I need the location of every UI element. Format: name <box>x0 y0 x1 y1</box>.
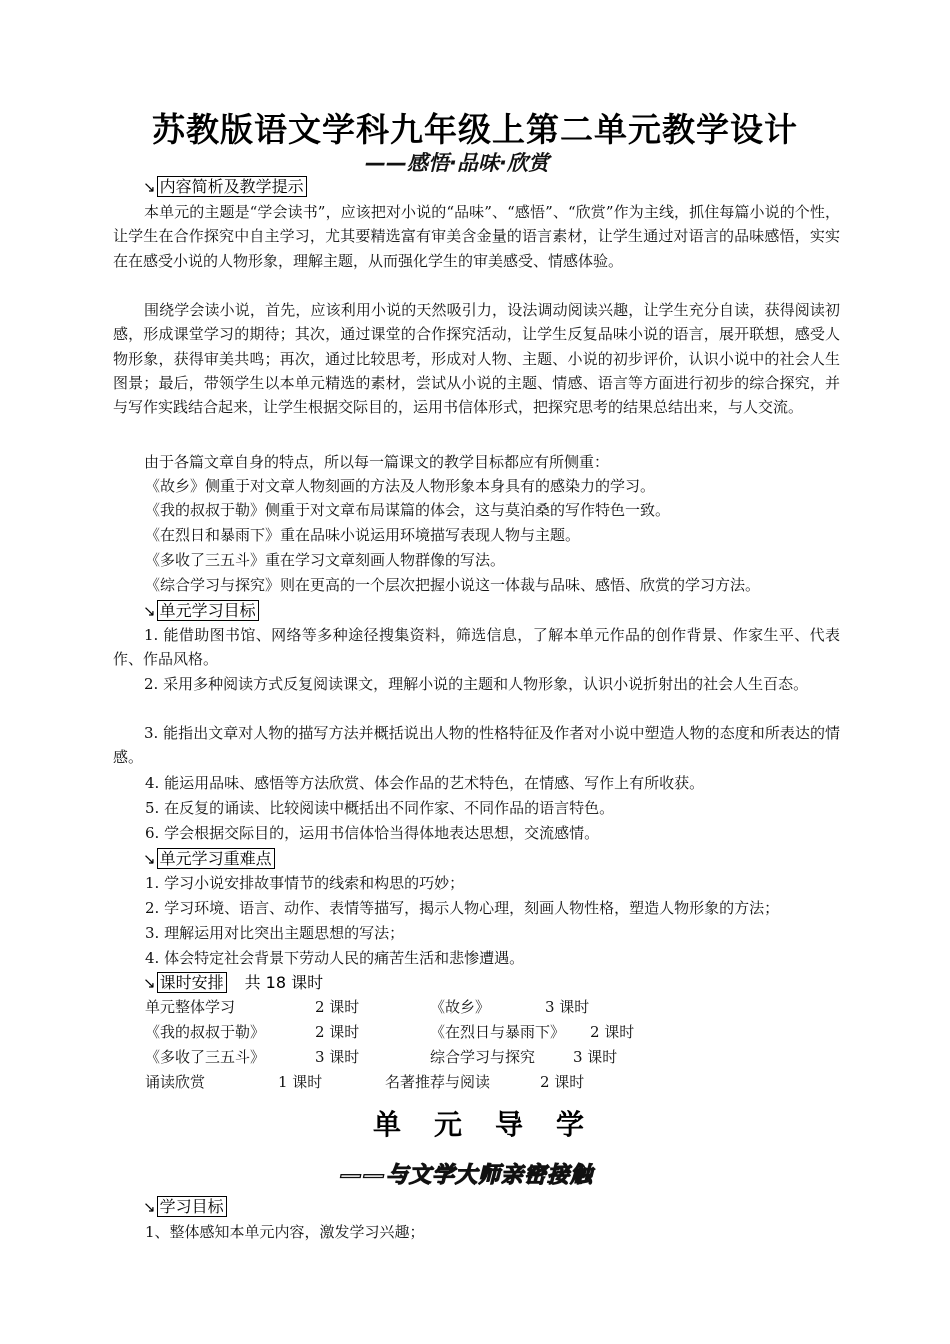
goal-item: 5. 在反复的诵读、比较阅读中概括出不同作家、不同作品的语言特色。 <box>145 799 615 817</box>
paragraph: 由于各篇文章自身的特点，所以每一篇课文的教学目标都应有所侧重： <box>144 453 610 471</box>
arrow-icon: ↘ <box>143 178 156 196</box>
schedule-name: 综合学习与探究 <box>430 1048 536 1066</box>
schedule-hours: 3 课时 <box>545 998 590 1016</box>
section-heading-label: 学习目标 <box>157 1196 227 1217</box>
schedule-hours: 3 课时 <box>573 1048 618 1066</box>
goal-item: 1. 能借助图书馆、网络等多种途径搜集资料，筛选信息，了解本单元作品的创作背景、作家生平、代表作、作品风格。 <box>113 626 840 669</box>
schedule-hours: 3 课时 <box>315 1048 360 1066</box>
unit-guide-subtitle: ——与文学大师亲密接触 <box>340 1163 594 1188</box>
goal-item: 3. 能指出文章对人物的描写方法并概括说出人物的性格特征及作者对小说中塑造人物的态度和所表达的情感。 <box>113 724 840 767</box>
schedule-name: 《故乡》 <box>430 998 491 1016</box>
focus-line: 《故乡》侧重于对文章人物刻画的方法及人物形象本身具有的感染力的学习。 <box>145 477 656 495</box>
arrow-icon: ↘ <box>143 974 156 992</box>
unit-guide-title: 单元导学 <box>373 1108 618 1141</box>
schedule-name: 名著推荐与阅读 <box>385 1073 491 1091</box>
schedule-total: 共 18 课时 <box>244 973 324 992</box>
schedule-hours: 2 课时 <box>315 1023 360 1041</box>
schedule-hours: 2 课时 <box>590 1023 635 1041</box>
schedule-hours: 2 课时 <box>540 1073 585 1091</box>
document-subtitle: ——感悟·品味·欣赏 <box>365 151 549 175</box>
section-heading-label: 单元学习重难点 <box>157 848 275 869</box>
schedule-name: 《多收了三五斗》 <box>145 1048 266 1066</box>
arrow-icon: ↘ <box>143 602 156 620</box>
paragraph: 围绕学会读小说，首先，应该利用小说的天然吸引力，设法调动阅读兴趣，让学生充分自读，获得阅读初感，形成课堂学习的期待；其次，通过课堂的合作探究活动，让学生反复品味小说的语言，展开联想，感受人物形象，获得审美共鸣；再次，通过比较思考，形成对人物、主题、小说的初步评价，认识小说中的社会人生图景；最后，带领学生以本单元精选的素材，尝试从小说的主题、情感、语言等方面进行初步的综合探究，并与写作实践结合起来，让学生根据交际目的，运用书信体形式，把探究思考的结果总结出来，与人交流。 <box>113 301 840 417</box>
key-item: 1. 学习小说安排故事情节的线索和构思的巧妙； <box>145 874 465 892</box>
goal-item: 4. 能运用品味、感悟等方法欣赏、体会作品的艺术特色，在情感、写作上有所收获。 <box>145 774 705 792</box>
key-item: 4. 体会特定社会背景下劳动人民的痛苦生活和悲惨遭遇。 <box>145 949 525 967</box>
paragraph: 本单元的主题是“学会读书”，应该把对小说的“品味”、“感悟”、“欣赏”作为主线，抓住每篇小说的个性，让学生在合作探究中自主学习，尤其要精选富有审美含金量的语言素材，让学生通过对语言的品味感悟，实实在在感受小说的人物形象，理解主题，从而强化学生的审美感受、情感体验。 <box>113 203 840 270</box>
arrow-icon: ↘ <box>143 850 156 868</box>
section-heading-study <box>143 1196 227 1218</box>
goal-item: 6. 学会根据交际目的，运用书信体恰当得体地表达思想，交流感情。 <box>145 824 600 842</box>
section-heading-label: 内容简析及教学提示 <box>157 176 307 197</box>
key-item: 2. 学习环境、语言、动作、表情等描写，揭示人物心理，刻画人物性格，塑造人物形象的方法； <box>145 899 780 917</box>
schedule-name: 《我的叔叔于勒》 <box>145 1023 266 1041</box>
schedule-name: 诵读欣赏 <box>145 1073 206 1091</box>
key-item: 3. 理解运用对比突出主题思想的写法； <box>145 924 405 942</box>
arrow-icon: ↘ <box>143 1198 156 1216</box>
section-heading-schedule <box>143 972 323 994</box>
schedule-hours: 1 课时 <box>278 1073 323 1091</box>
section-heading-label: 课时安排 <box>157 972 227 993</box>
schedule-name: 单元整体学习 <box>145 998 236 1016</box>
section-heading-key <box>143 848 275 870</box>
goal-item: 2. 采用多种阅读方式反复阅读课文，理解小说的主题和人物形象，认识小说折射出的社会人生百态。 <box>144 675 809 693</box>
focus-line: 《我的叔叔于勒》侧重于对文章布局谋篇的体会，这与莫泊桑的写作特色一致。 <box>145 501 671 519</box>
schedule-name: 《在烈日与暴雨下》 <box>430 1023 566 1041</box>
document-title: 苏教版语文学科九年级上第二单元教学设计 <box>152 110 798 149</box>
study-item: 1、整体感知本单元内容，激发学习兴趣； <box>145 1223 425 1241</box>
section-heading-content <box>143 176 307 198</box>
schedule-hours: 2 课时 <box>315 998 360 1016</box>
focus-line: 《多收了三五斗》重在学习文章刻画人物群像的写法。 <box>145 551 506 569</box>
focus-line: 《在烈日和暴雨下》重在品味小说运用环境描写表现人物与主题。 <box>145 526 581 544</box>
section-heading-goals <box>143 600 259 622</box>
focus-line: 《综合学习与探究》则在更高的一个层次把握小说这一体裁与品味、感悟、欣赏的学习方法。 <box>145 576 761 594</box>
section-heading-label: 单元学习目标 <box>157 600 259 621</box>
